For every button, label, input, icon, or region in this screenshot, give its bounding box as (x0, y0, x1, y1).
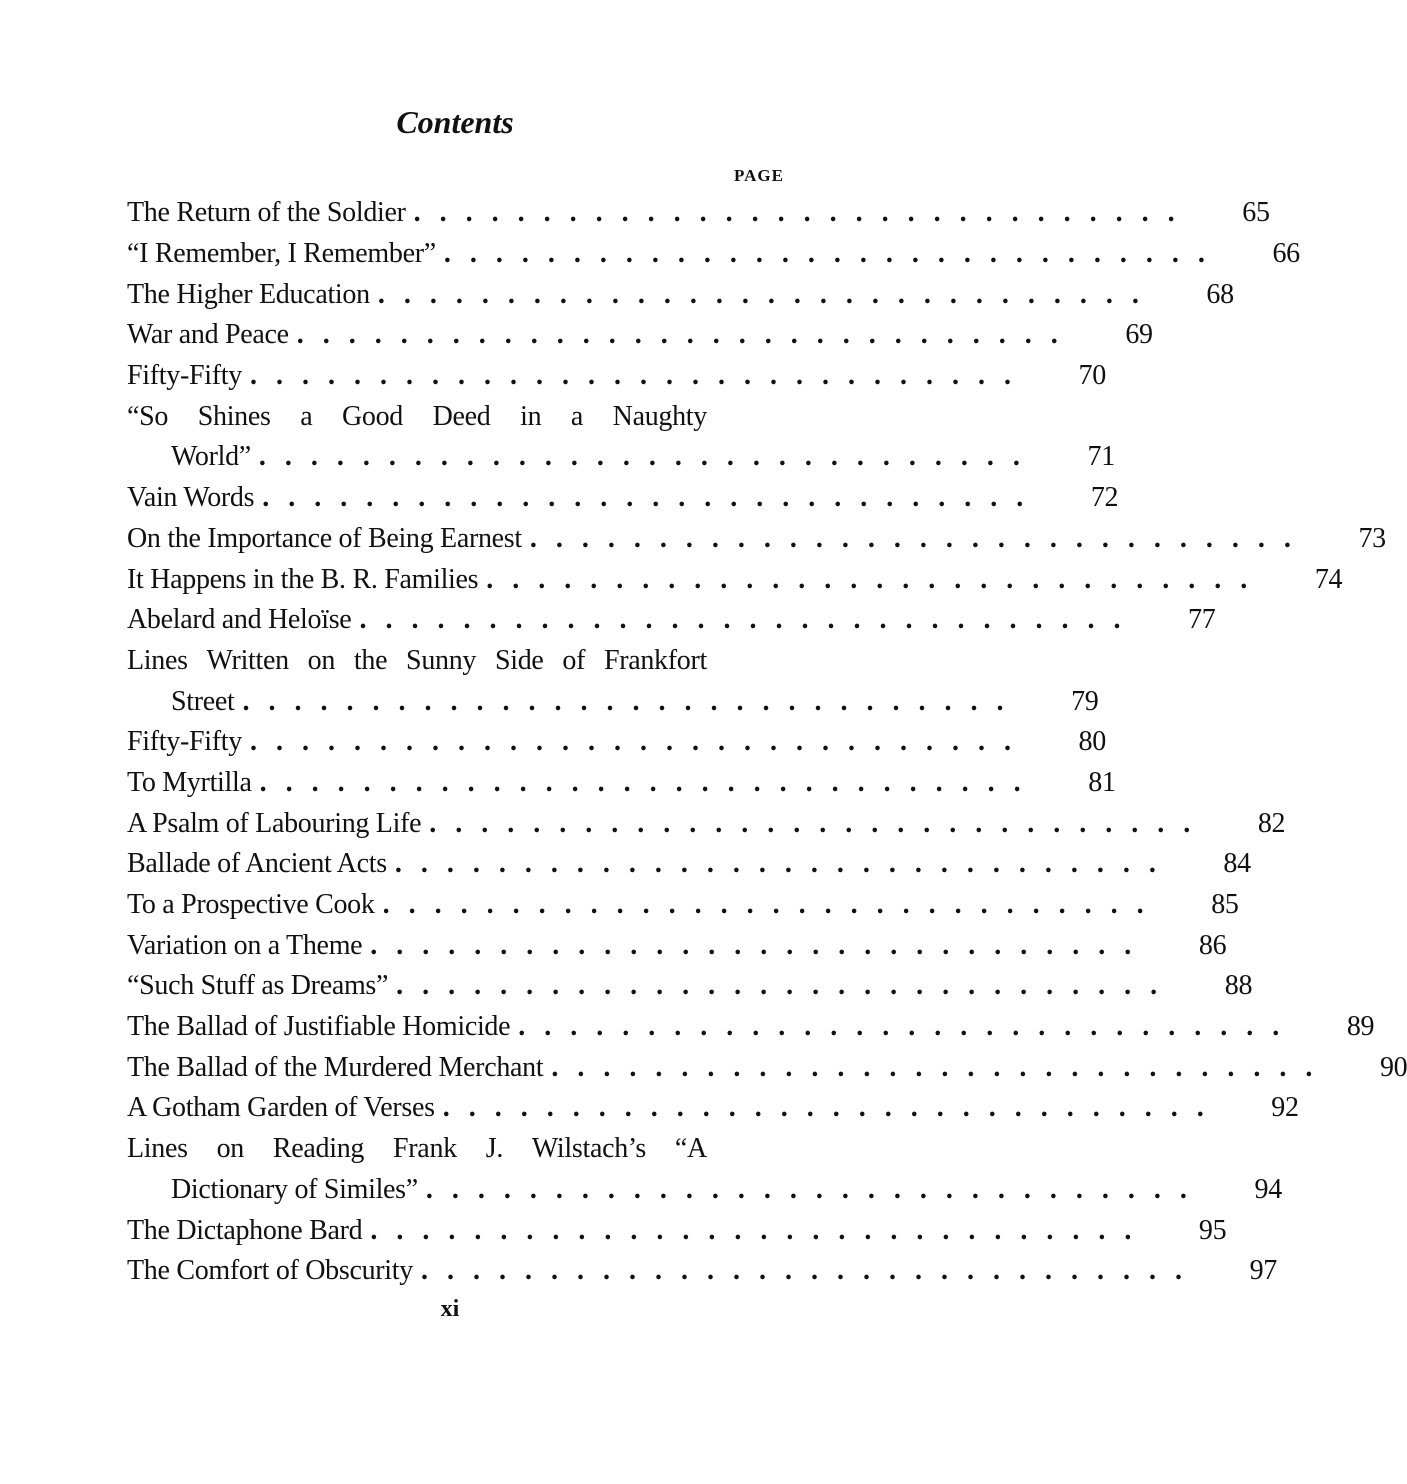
toc-entry-page: 69 (1125, 319, 1153, 351)
toc-entry (127, 356, 1106, 397)
toc-entry-page: 95 (1198, 1214, 1227, 1246)
dot-leader: .............................. (442, 1092, 1223, 1124)
toc-entry-title: To a Prospective Cook (127, 889, 375, 921)
toc-entry-title: Dictionary of Similes” (171, 1173, 418, 1205)
toc-entry (127, 234, 1300, 275)
toc-entry-title: War and Peace (127, 319, 289, 351)
toc-entry-page: 65 (1242, 197, 1270, 229)
toc-entry (127, 641, 784, 682)
toc-entry-page: 85 (1211, 889, 1239, 921)
toc-entry (127, 844, 1251, 885)
dot-leader: .............................. (394, 848, 1175, 880)
toc-entry (127, 803, 1286, 844)
toc-entry (127, 559, 1343, 600)
toc-entry-page: 84 (1223, 848, 1251, 880)
dot-leader: .............................. (370, 1214, 1151, 1246)
toc-entry-page: 72 (1090, 482, 1119, 514)
dot-leader: .............................. (518, 1011, 1299, 1043)
toc-entry-page: 81 (1088, 766, 1116, 798)
table-of-contents (127, 193, 1407, 1292)
toc-entry (127, 885, 1239, 926)
toc-entry-page: 73 (1358, 522, 1386, 554)
toc-entry-page: 77 (1188, 604, 1216, 636)
dot-leader: .............................. (370, 929, 1151, 961)
toc-entry (127, 1007, 1375, 1048)
toc-entry (127, 437, 1115, 478)
toc-entry-title: Fifty-Fifty (127, 726, 242, 758)
dot-leader: .............................. (486, 563, 1267, 595)
toc-entry-title: “I Remember, I Remember” (127, 238, 436, 270)
toc-entry-title: Lines on Reading Frank J. Wilstach’s “A (127, 1133, 707, 1165)
toc-entry (127, 1047, 1407, 1088)
toc-entry-title: It Happens in the B. R. Families (127, 563, 479, 595)
toc-entry (127, 681, 1099, 722)
toc-entry-page: 88 (1224, 970, 1253, 1002)
toc-entry (127, 478, 1119, 519)
toc-entry-title: The Comfort of Obscurity (127, 1255, 413, 1287)
toc-entry-page: 68 (1206, 278, 1234, 310)
toc-entry-page: 80 (1078, 726, 1106, 758)
folio-page-number: xi (440, 1296, 460, 1322)
toc-entry (127, 1210, 1227, 1251)
toc-entry (127, 763, 1116, 804)
toc-entry-page: 70 (1078, 360, 1106, 392)
toc-entry-title: Vain Words (127, 482, 255, 514)
toc-entry (127, 722, 1106, 763)
toc-entry-title: Street (171, 685, 235, 717)
dot-leader: .............................. (359, 604, 1140, 636)
toc-entry-title: On the Importance of Being Earnest (127, 522, 522, 554)
toc-entry-title: Fifty-Fifty (127, 360, 242, 392)
toc-entry-title: The Ballad of the Murdered Merchant (127, 1051, 544, 1083)
dot-leader: .............................. (262, 482, 1043, 514)
dot-leader: .............................. (551, 1051, 1332, 1083)
toc-entry-title: Lines Written on the Sunny Side of Frankfort (127, 644, 707, 676)
toc-entry-page: 79 (1071, 685, 1099, 717)
toc-entry-title: To Myrtilla (127, 766, 252, 798)
toc-entry (127, 1129, 784, 1170)
toc-entry-page: 86 (1198, 929, 1227, 961)
toc-entry-title: World” (171, 441, 251, 473)
page-column-label: PAGE (734, 166, 784, 185)
dot-leader: .............................. (259, 766, 1040, 798)
toc-entry (127, 396, 784, 437)
dot-leader: .............................. (242, 685, 1023, 717)
toc-entry-page: 94 (1254, 1173, 1282, 1205)
dot-leader: .............................. (396, 970, 1177, 1002)
dot-leader: .............................. (420, 1255, 1201, 1287)
toc-entry (127, 966, 1253, 1007)
dot-leader: .............................. (529, 522, 1310, 554)
dot-leader: .............................. (249, 726, 1030, 758)
dot-leader: .............................. (249, 360, 1030, 392)
toc-entry-title: “Such Stuff as Dreams” (127, 970, 389, 1002)
toc-entry-page: 74 (1314, 563, 1343, 595)
dot-leader: .............................. (377, 278, 1158, 310)
toc-entry-title: The Return of the Soldier (127, 197, 406, 229)
dot-leader: .............................. (443, 238, 1224, 270)
toc-entry-page: 90 (1379, 1051, 1407, 1083)
toc-entry-page: 82 (1257, 807, 1286, 839)
toc-entry-title: Variation on a Theme (127, 929, 363, 961)
toc-entry (127, 1251, 1277, 1292)
dot-leader: .............................. (382, 889, 1163, 921)
toc-entry (127, 600, 1216, 641)
toc-entry-page: 66 (1272, 238, 1300, 270)
toc-entry (127, 925, 1227, 966)
dot-leader: .............................. (413, 197, 1194, 229)
toc-entry-title: A Gotham Garden of Verses (127, 1092, 435, 1124)
toc-entry-page: 92 (1271, 1092, 1299, 1124)
dot-leader: .............................. (258, 441, 1039, 473)
toc-entry-title: The Ballad of Justifiable Homicide (127, 1011, 511, 1043)
toc-entry (127, 315, 1153, 356)
dot-leader: .............................. (425, 1173, 1206, 1205)
toc-entry-title: Abelard and Heloïse (127, 604, 352, 636)
toc-entry (127, 519, 1386, 560)
toc-entry-title: Ballade of Ancient Acts (127, 848, 387, 880)
toc-entry-title: The Higher Education (127, 278, 370, 310)
toc-entry (127, 1170, 1282, 1211)
toc-entry-page: 97 (1249, 1255, 1277, 1287)
toc-entry-title: “So Shines a Good Deed in a Naughty (127, 400, 707, 432)
toc-entry-title: The Dictaphone Bard (127, 1214, 363, 1246)
toc-entry (127, 193, 1270, 234)
page-title: Contents (396, 104, 514, 140)
dot-leader: .............................. (296, 319, 1077, 351)
toc-entry-title: A Psalm of Labouring Life (127, 807, 422, 839)
toc-entry (127, 274, 1234, 315)
toc-entry-page: 89 (1346, 1011, 1375, 1043)
toc-entry-page: 71 (1087, 441, 1115, 473)
toc-entry (127, 1088, 1299, 1129)
dot-leader: .............................. (429, 807, 1210, 839)
